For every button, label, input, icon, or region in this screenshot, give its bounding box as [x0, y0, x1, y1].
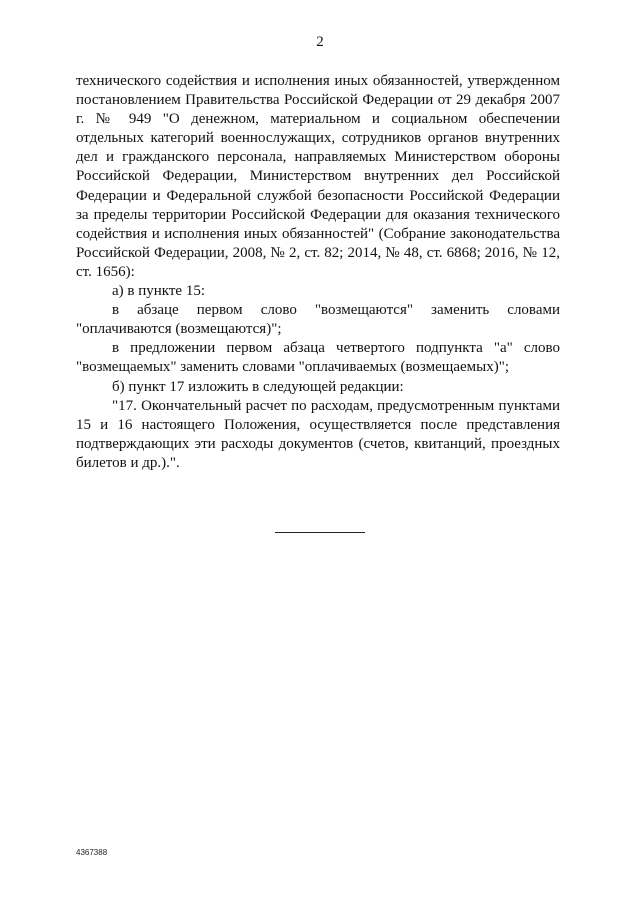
paragraph-amendment-1: в абзаце первом слово "возмещаются" заменить словами "оплачиваются (возмещаются)";: [76, 302, 560, 338]
document-id: 4367388: [76, 848, 108, 857]
page-number: 2: [316, 34, 324, 50]
paragraph-item-b: б) пункт 17 изложить в следующей редакции:: [112, 378, 404, 395]
document-body: [76, 72, 560, 473]
paragraph-item-a: а) в пункте 15:: [112, 283, 206, 300]
paragraph-amendment-2: в предложении первом абзаца четвертого подпункта "а" слово "возмещаемых" заменить словами "оплачиваемых (возмещаемых)";: [76, 340, 560, 376]
paragraph-new-text-17: "17. Окончательный расчет по расходам, предусмотренным пунктами 15 и 16 настоящего Положения, осуществляется после представления подтверждающих эти расходы документов (счетов, квитанций, проездных билетов и др.).".: [76, 397, 560, 471]
paragraph-continuation: технического содействия и исполнения иных обязанностей, утвержденном постановлением Правительства Российской Федерации от 29 декабря 2007 г. № 949 "О денежном, материальном и социальном обеспечении отдельных категорий военнослужащих, сотрудников органов внутренних дел и гражданского персонала, направляемых Министерством обороны Российской Федерации, Министерством внутренних дел Российской Федерации и Федеральной службой безопасности Российской Федерации за пределы территории Российской Федерации для оказания технического содействия и исполнения иных обязанностей" (Собрание законодательства Российской Федерации, 2008, № 2, ст. 82; 2014, № 48, ст. 6868; 2016, № 12, ст. 1656):: [76, 73, 560, 280]
end-divider-line: [275, 532, 365, 533]
